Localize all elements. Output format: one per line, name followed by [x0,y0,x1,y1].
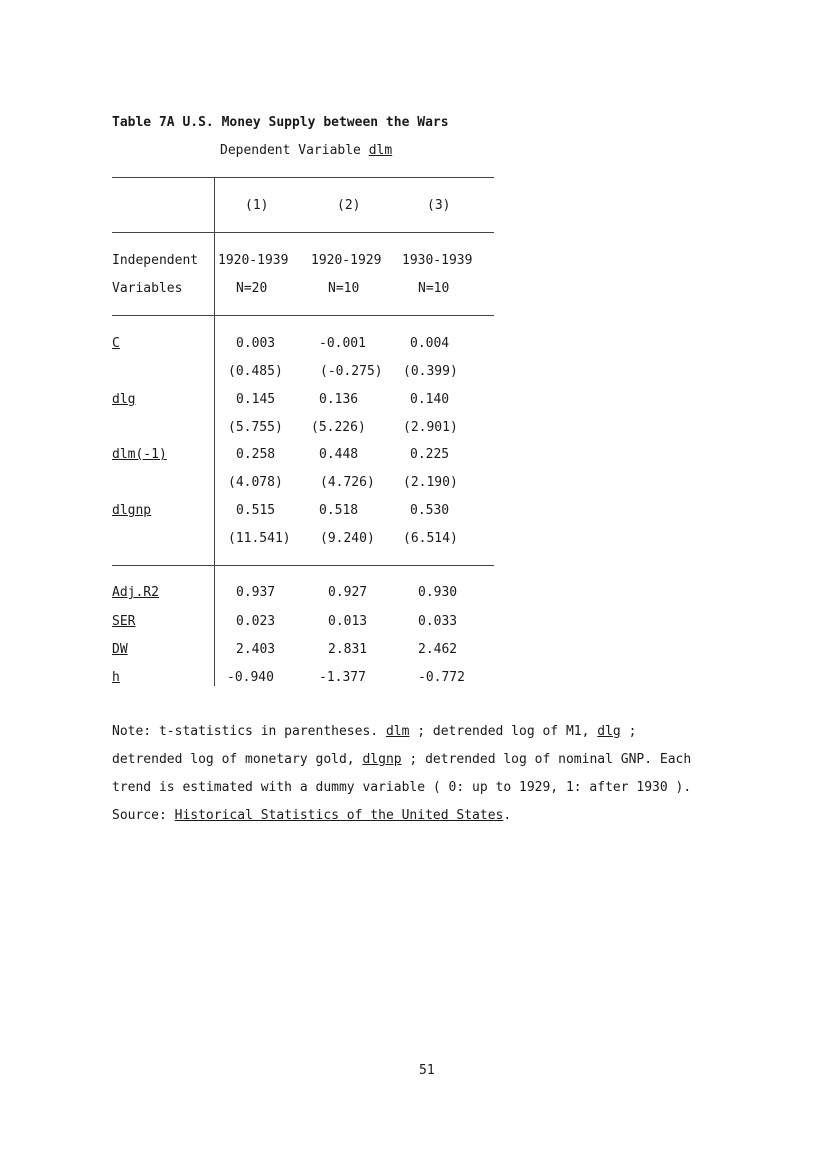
cell-adj-r2-2: 0.927 [328,585,368,600]
table-title: Table 7A U.S. Money Supply between the Wars [112,115,449,130]
cell-dlgnp-1: 0.515 [236,503,276,518]
col-period-1: 1920-1939 [218,253,289,268]
tstat-c-1: (0.485) [228,364,283,379]
note-line-3: trend is estimated with a dummy variable ( 0: up to 1929, 1: after 1930 ). [112,780,692,795]
label-variables: Variables [112,281,183,296]
dependent-variable-prefix: Dependent Variable [220,143,361,158]
cell-c-3: 0.004 [410,336,450,351]
cell-dlm-lag-1: 0.258 [236,447,276,462]
source-title: Historical Statistics of the United States [174,808,504,823]
tstat-dlg-1: (5.755) [228,420,283,435]
col-period-3: 1930-1939 [402,253,473,268]
rule-stats [112,565,494,566]
note-text: ; detrended log of nominal GNP. Each [401,752,692,767]
tstat-dlgnp-2: (9.240) [320,531,375,546]
row-label-dw: DW [112,642,128,657]
row-label-dlg: dlg [112,392,136,407]
tstat-dlm-lag-1: (4.078) [228,475,283,490]
tstat-dlm-lag-3: (2.190) [403,475,458,490]
cell-dw-3: 2.462 [418,642,458,657]
cell-dlg-1: 0.145 [236,392,276,407]
source-label: Source: [112,808,167,823]
dependent-variable-line [220,143,392,158]
source-line [112,808,511,823]
cell-ser-2: 0.013 [328,614,368,629]
cell-h-3: -0.772 [418,670,465,685]
col-period-2: 1920-1929 [311,253,382,268]
cell-adj-r2-1: 0.937 [236,585,276,600]
rule-header [112,232,494,233]
tstat-dlm-lag-2: (4.726) [320,475,375,490]
tstat-c-2: (-0.275) [320,364,383,379]
tstat-dlgnp-3: (6.514) [403,531,458,546]
row-label-ser: SER [112,614,136,629]
col-number-1: (1) [245,198,269,213]
col-sample-2: N=10 [328,281,360,296]
note-text: ; detrended log of M1, [409,724,590,739]
row-label-dlm-lag: dlm(-1) [112,447,167,462]
col-sample-3: N=10 [418,281,450,296]
note-var-dlg: dlg [597,724,621,739]
row-label-h: h [112,670,120,685]
rule-body [112,315,494,316]
page-number: 51 [419,1063,435,1078]
cell-dlm-lag-2: 0.448 [319,447,359,462]
note-var-dlm: dlm [385,724,410,739]
label-independent: Independent [112,253,199,268]
row-label-c: C [112,336,120,351]
note-text: detrended log of monetary gold, [112,752,355,767]
note-text: . [503,808,512,823]
note-text: Note: t-statistics in parentheses. [112,724,379,739]
column-separator [214,178,215,686]
cell-h-1: -0.940 [227,670,274,685]
cell-ser-1: 0.023 [236,614,276,629]
col-number-3: (3) [427,198,451,213]
cell-c-1: 0.003 [236,336,276,351]
cell-dw-1: 2.403 [236,642,276,657]
row-label-adj-r2: Adj.R2 [112,585,159,600]
note-var-dlgnp: dlgnp [362,752,402,767]
cell-dlm-lag-3: 0.225 [410,447,450,462]
row-label-dlgnp: dlgnp [112,503,152,518]
tstat-dlg-3: (2.901) [403,420,458,435]
cell-dw-2: 2.831 [328,642,368,657]
tstat-dlgnp-1: (11.541) [228,531,291,546]
cell-dlg-2: 0.136 [319,392,359,407]
cell-dlg-3: 0.140 [410,392,450,407]
col-number-2: (2) [337,198,361,213]
dependent-variable-name: dlm [368,143,393,158]
cell-dlgnp-2: 0.518 [319,503,359,518]
col-sample-1: N=20 [236,281,268,296]
cell-dlgnp-3: 0.530 [410,503,450,518]
note-line-1 [112,724,636,739]
cell-adj-r2-3: 0.930 [418,585,458,600]
cell-c-2: -0.001 [319,336,366,351]
tstat-dlg-2: (5.226) [311,420,366,435]
rule-top [112,177,494,178]
note-line-2 [112,752,691,767]
note-text: ; [620,724,637,739]
cell-ser-3: 0.033 [418,614,458,629]
tstat-c-3: (0.399) [403,364,458,379]
cell-h-2: -1.377 [319,670,366,685]
